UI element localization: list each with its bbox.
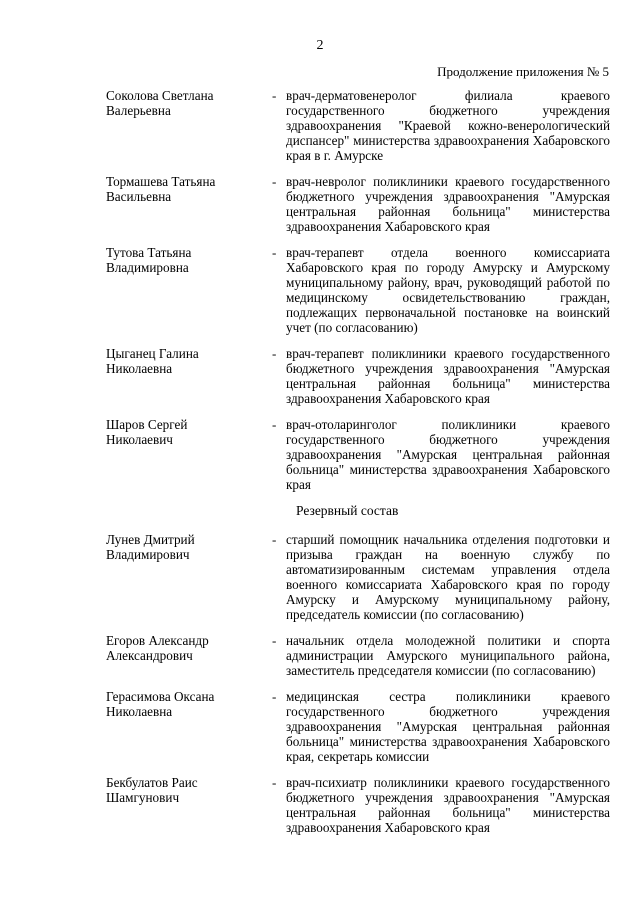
entry-dash: -: [272, 633, 277, 648]
member-position: старший помощник начальника отделения подготовки и призыва граждан на военную службу по автоматизированным системам управления отдела военного комиссариата Хабаровского края по городу Амурску и Амурскому муниципальному району, председатель комиссии (по согласованию): [286, 532, 610, 622]
member-name: Тутова Татьяна Владимировна: [106, 245, 192, 275]
member-name: Бекбулатов Раис Шамгунович: [106, 775, 198, 805]
member-name: Герасимова Оксана Николаевна: [106, 689, 215, 719]
entry-dash: -: [272, 245, 277, 260]
member-name: Цыганец Галина Николаевна: [106, 346, 199, 376]
member-entry: [106, 417, 610, 492]
entry-dash: -: [272, 689, 277, 704]
member-position: медицинская сестра поликлиники краевого государственного бюджетного учреждения здравоохранения "Амурская центральная районная больница" министерства здравоохранения Хабаровского края, секретарь комиссии: [286, 689, 610, 764]
member-name: Лунев Дмитрий Владимирович: [106, 532, 195, 562]
member-entry: [106, 689, 610, 764]
entry-dash: -: [272, 174, 277, 189]
member-entry: [106, 532, 610, 622]
appendix-continuation-label: Продолжение приложения № 5: [437, 64, 609, 79]
main-members-list: [106, 88, 610, 492]
member-name: Егоров Александр Александрович: [106, 633, 209, 663]
member-position: врач-психиатр поликлиники краевого государственного бюджетного учреждения здравоохранения "Амурская центральная районная больница" министерства здравоохранения Хабаровского края: [286, 775, 610, 835]
member-name: Шаров Сергей Николаевич: [106, 417, 188, 447]
entry-dash: -: [272, 346, 277, 361]
member-position: врач-невролог поликлиники краевого государственного бюджетного учреждения здравоохранения "Амурская центральная районная больница" министерства здравоохранения Хабаровского края: [286, 174, 610, 234]
reserve-members-list: [106, 532, 610, 835]
member-position: врач-отоларинголог поликлиники краевого государственного бюджетного учреждения здравоохранения "Амурская центральная районная больница" министерства здравоохранения Хабаровского края: [286, 417, 610, 492]
member-position: врач-терапевт поликлиники краевого государственного бюджетного учреждения здравоохранения "Амурская центральная районная больница" министерства здравоохранения Хабаровского края: [286, 346, 610, 406]
member-position: врач-терапевт отдела военного комиссариата Хабаровского края по городу Амурску и Амурскому муниципальному району, врач, руководящий работой по медицинскому освидетельствованию граждан, подлежащих первоначальной постановке на воинский учет (по согласованию): [286, 245, 610, 335]
member-position: начальник отдела молодежной политики и спорта администрации Амурского муниципального района, заместитель председателя комиссии (по согласованию): [286, 633, 610, 678]
entry-dash: -: [272, 775, 277, 790]
entry-dash: -: [272, 532, 277, 547]
entry-dash: -: [272, 88, 277, 103]
member-entry: [106, 88, 610, 163]
member-entry: [106, 245, 610, 335]
member-entry: [106, 633, 610, 678]
page-number: 2: [316, 38, 324, 53]
member-entry: [106, 174, 610, 234]
member-position: врач-дерматовенеролог филиала краевого государственного бюджетного учреждения здравоохранения "Краевой кожно-венерологический диспансер" министерства здравоохранения Хабаровского края в г. Амурске: [286, 88, 610, 163]
member-name: Тормашева Татьяна Васильевна: [106, 174, 216, 204]
member-entry: [106, 346, 610, 406]
member-entry: [106, 775, 610, 835]
member-name: Соколова Светлана Валерьевна: [106, 88, 214, 118]
reserve-section-title: Резервный состав: [296, 503, 399, 518]
entry-dash: -: [272, 417, 277, 432]
commission-list: [106, 88, 610, 846]
